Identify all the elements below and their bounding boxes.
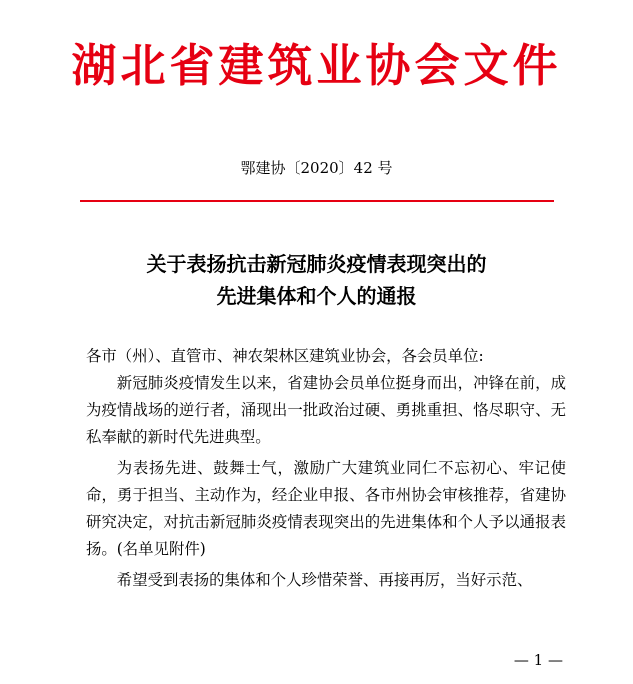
- notice-title-line-2: 先进集体和个人的通报: [216, 284, 417, 308]
- page-number: — 1 —: [513, 651, 563, 669]
- document-number: 鄂建协〔2020〕42 号: [240, 159, 393, 177]
- document-body: [86, 343, 566, 594]
- body-paragraph-2: 为表扬先进、鼓舞士气，激励广大建筑业同仁不忘初心、牢记使命，勇于担当、主动作为，经企业申报、各市州协会审核推荐，省建协研究决定，对抗击新冠肺炎疫情表现突出的先进集体和个人予以通报表扬。(名单见附件): [86, 459, 566, 558]
- header-red-rule: [80, 200, 554, 202]
- body-paragraph-3: 希望受到表扬的集体和个人珍惜荣誉、再接再厉，当好示范、: [116, 571, 533, 589]
- salutation: 各市（州）、直管市、神农架林区建筑业协会，各会员单位:: [86, 347, 484, 365]
- notice-title-line-1: 关于表扬抗击新冠肺炎疫情表现突出的: [146, 252, 487, 276]
- document-header-title: 湖北省建筑业协会文件: [71, 39, 562, 92]
- body-paragraph-1: 新冠肺炎疫情发生以来，省建协会员单位挺身而出，冲锋在前，成为疫情战场的逆行者，涌现出一批政治过硬、勇挑重担、恪尽职守、无私奉献的新时代先进典型。: [86, 374, 566, 446]
